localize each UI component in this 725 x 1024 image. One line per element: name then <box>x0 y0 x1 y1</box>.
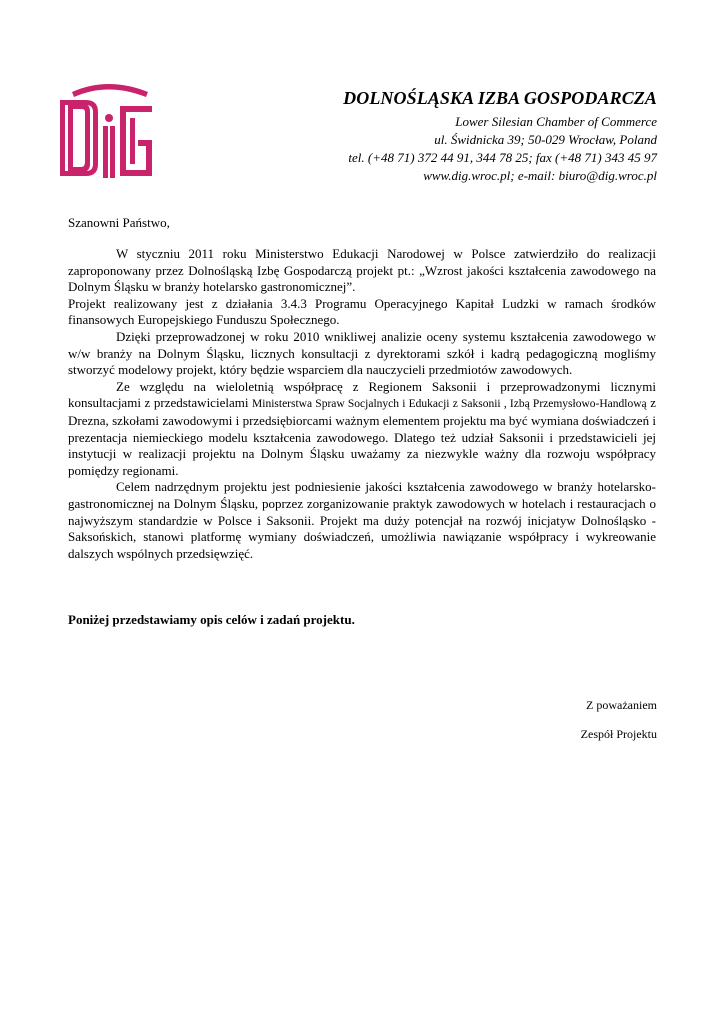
closing-phrase: Z poważaniem <box>586 698 657 712</box>
phone-fax: tel. (+48 71) 372 44 91, 344 78 25; fax (+48 71) 343 45 97 <box>348 150 657 165</box>
paragraph-4-part-c: z Drezna, szkołami zawodowymi i przedsiębiorcami ważnym elementem projektu ma być wymiana doświadczeń i prezentacja niemieckiego modelu kształcenia zawodowego. Dlatego też udział Saksonii i przedstawicieli jej instytucji w realizacji projektu na Dolnym Śląsku uważamy za niezwykle ważny dla rozwoju współpracy pomiędzy regionami. <box>68 395 656 478</box>
org-name-english: Lower Silesian Chamber of Commerce <box>455 114 657 129</box>
dig-logo <box>58 82 156 192</box>
paragraph-5: Celem nadrzędnym projektu jest podniesienie jakości kształcenia zawodowego w branży hotelarsko-gastronomicznej na Dolnym Śląsku, poprzez zorganizowanie praktyk zawodowych w hotelach i restauracjach o najwyższym standardzie w Polsce i Saksonii. Projekt ma duży potencjał na rozwój inicjatyw Dolnośląsko - Saksońskich, stanowi platformę wymiany doświadczeń, umożliwia nawiązanie współpracy i wykreowanie dalszych wspólnych przedsięwzięć. <box>68 479 656 561</box>
paragraph-1: W styczniu 2011 roku Ministerstwo Edukacji Narodowej w Polsce zatwierdziło do realizacji zaproponowany przez Dolnośląską Izbę Gospodarczą projekt pt.: „Wzrost jakości kształcenia zawodowego na Dolnym Śląsku w branży hotelarsko gastronomicznej”. <box>68 246 656 295</box>
signature: Zespół Projektu <box>580 727 657 741</box>
project-description-intro: Poniżej przedstawiamy opis celów i zadań projektu. <box>68 612 355 627</box>
address: ul. Świdnicka 39; 50-029 Wrocław, Poland <box>434 132 657 147</box>
paragraph-4-part-b: Ministerstwa Spraw Socjalnych i Edukacji z Saksonii , Izbą Przemysłowo-Handlową <box>252 398 647 411</box>
paragraph-4-part-a: Ze względu na wieloletnią współpracę z Regionem Saksonii i przeprowadzonymi licznymi konsultacjami z przedstawicielami <box>68 378 656 411</box>
paragraph-3: Dzięki przeprowadzonej w roku 2010 wnikliwej analizie oceny systemu kształcenia zawodowego w w/w branży na Dolnym Śląsku, licznych konsultacji z dyrektorami szkół i kadrą pedagogiczną mogliśmy stworzyć modelowy projekt, który będzie wsparciem dla nauczycieli przedmiotów zawodowych. <box>68 328 656 378</box>
paragraph-2: Projekt realizowany jest z działania 3.4.3 Programu Operacyjnego Kapitał Ludzki w ramach środków finansowych Europejskiego Funduszu Społecznego. <box>68 295 656 328</box>
web-email: www.dig.wroc.pl; e-mail: biuro@dig.wroc.pl <box>423 168 657 183</box>
org-name: DOLNOŚLĄSKA IZBA GOSPODARCZA <box>343 88 657 108</box>
paragraph-4 <box>68 379 656 480</box>
letterhead <box>343 88 657 185</box>
salutation: Szanowni Państwo, <box>68 215 170 230</box>
letter-body <box>68 246 656 562</box>
